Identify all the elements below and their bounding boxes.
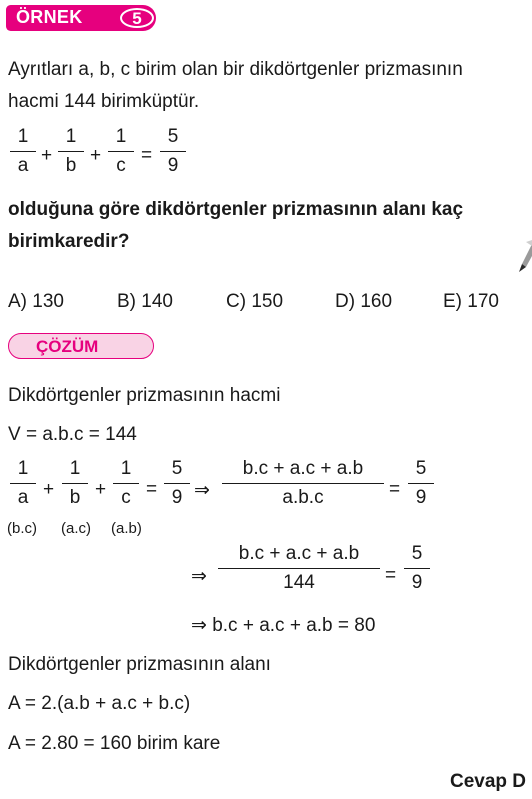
denominator: 9 [411,572,423,593]
plus-sign: + [90,145,102,166]
numerator: 5 [415,458,427,479]
equals-sign: = [389,479,401,500]
solution-line-1: Dikdörtgenler prizmasının hacmi [8,385,281,406]
choice-c[interactable]: C) 150 [226,291,284,312]
solution-line-4: A = 2.(a.b + a.c + b.c) [8,693,191,714]
choice-d[interactable]: D) 160 [335,291,393,312]
solution-line-3: Dikdörtgenler prizmasının alanı [8,654,271,675]
denominator: 9 [167,155,179,176]
solution-line-2: V = a.b.c = 144 [8,424,137,445]
example-badge [6,5,156,31]
plus-sign: + [41,145,53,166]
fraction-1-over-c [113,458,139,509]
multiplier-ab: (a.b) [111,520,142,537]
numerator: b.c + a.c + a.b [238,543,360,564]
question-bold-line-1: olduğuna göre dikdörtgenler prizmasının alanı kaç [8,199,464,220]
equals-sign: = [146,479,158,500]
numerator: 5 [411,543,423,564]
denominator: b [69,487,81,508]
fraction-5-over-9 [404,543,430,594]
multiplier-ac: (a.c) [61,520,91,537]
denominator: b [65,155,77,176]
denominator: c [121,487,131,508]
fraction-1-over-a [10,458,36,509]
implies-arrow: ⇒ [191,566,207,587]
fraction-1-over-b [58,126,84,177]
question-bold-line-2: birimkaredir? [8,231,130,252]
solution-equation-3: ⇒ b.c + a.c + a.b = 80 [191,615,376,636]
solution-label: ÇÖZÜM [36,337,99,356]
answer-label: Cevap D [449,771,526,792]
numerator: 1 [17,458,29,479]
numerator: 1 [69,458,81,479]
choice-a[interactable]: A) 130 [8,291,64,312]
plus-sign: + [43,479,55,500]
fraction-1-over-c [108,126,134,177]
question-line-2: hacmi 144 birimküptür. [8,91,200,112]
denominator: 144 [283,572,315,593]
fraction-sum-over-144 [218,543,380,594]
choice-e[interactable]: E) 170 [443,291,499,312]
numerator: 1 [65,126,77,147]
question-line-1: Ayrıtları a, b, c birim olan bir dikdörtgenler prizmasının [8,59,463,80]
denominator: 9 [415,487,427,508]
denominator: 9 [171,487,183,508]
numerator: b.c + a.c + a.b [242,458,364,479]
denominator: a [17,487,29,508]
numerator: 1 [17,126,29,147]
numerator: 1 [120,458,132,479]
numerator: 5 [167,126,179,147]
plus-sign: + [95,479,107,500]
implies-arrow: ⇒ [194,480,210,501]
fraction-5-over-9 [160,126,186,177]
fraction-5-over-9 [164,458,190,509]
fraction-1-over-a [10,126,36,177]
multiplier-bc: (b.c) [7,520,37,537]
equals-sign: = [385,565,397,586]
fraction-1-over-b [62,458,88,509]
fraction-sum-over-abc [222,458,384,509]
choice-b[interactable]: B) 140 [117,291,173,312]
numerator: 1 [115,126,127,147]
denominator: a.b.c [282,487,324,508]
example-label: ÖRNEK [16,7,83,27]
denominator: a [17,155,29,176]
fraction-5-over-9 [408,458,434,509]
equals-sign: = [141,145,153,166]
numerator: 5 [171,458,183,479]
solution-badge [8,333,154,359]
example-number: 5 [120,8,154,28]
solution-line-5: A = 2.80 = 160 birim kare [8,733,221,754]
pen-icon [516,238,532,278]
denominator: c [116,155,126,176]
